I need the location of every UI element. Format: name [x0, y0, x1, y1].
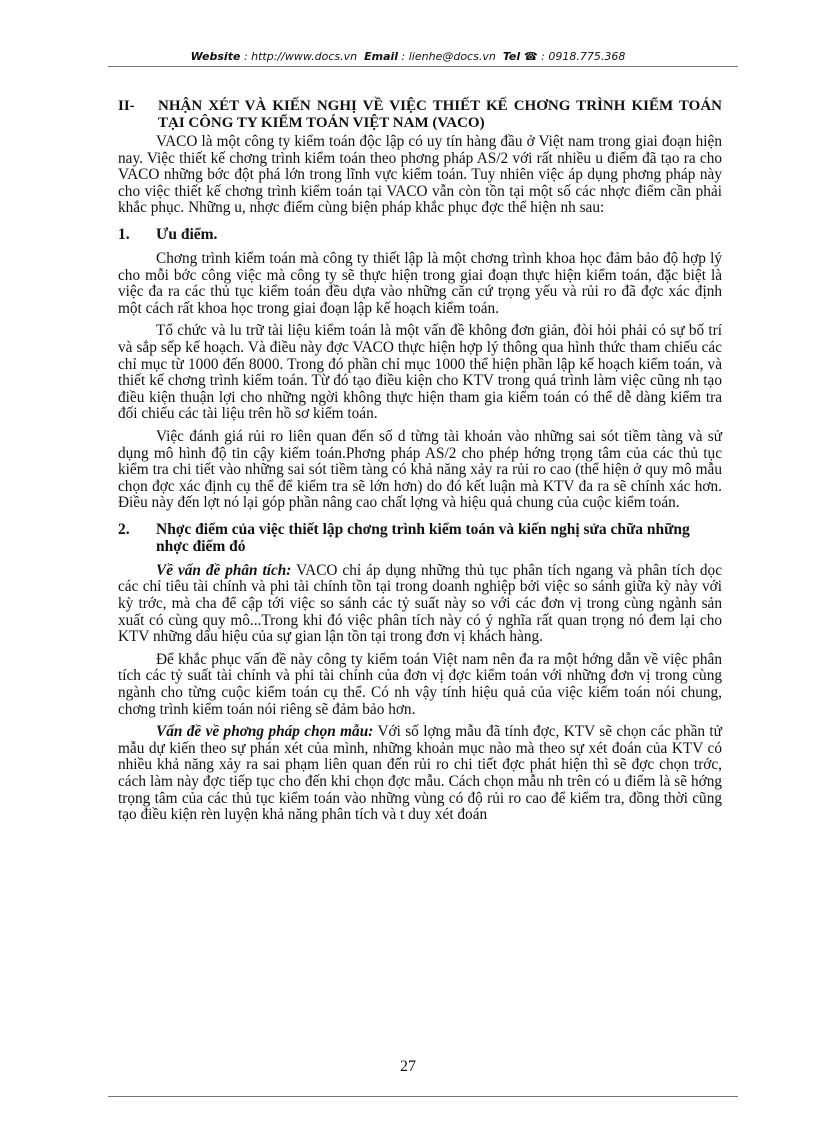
disadvantage-paragraph-sampling: [118, 724, 722, 824]
subsection-number: 1.: [118, 225, 130, 243]
sampling-text: Với số lợng mẫu đã tính đợc, KTV sẽ chọn các phần tử mẫu dự kiến theo sự phán xét của mình, những khoản mục nào mà theo sự xét đoán của KTV có nhiều khả năng xảy ra sai phạm liên quan đến rủi ro chi tiết đợc phát hiện thì sẽ đợc chọn trớc, cách làm này đợc tiếp tục cho đến khi chọn đợc mẫu. Cách chọn mẫu nh trên có u điểm là sẽ hớng trọng tâm của các thủ tục kiểm toán vào những vùng có độ rủi ro cao để kiểm tra, đồng thời cũng tạo điều kiện rèn luyện khả năng phân tích và t duy xét đoán: [118, 723, 722, 824]
tel-value: : 0918.775.368: [541, 50, 626, 63]
tel-label: Tel ☎: [502, 50, 538, 63]
analysis-text: VACO chỉ áp dụng những thủ tục phân tích ngang và phân tích dọc các chỉ tiêu tài chính và phi tài chính tồn tại trong doanh nghiệp bởi việc so sánh giữa kỳ này với kỳ trớc, mà cha để cập tới việc so sánh các tỷ suất này so với các đơn vị trong cùng ngành sản xuất có cùng quy mô...Trong khi đó việc phân tích này có ý nghĩa rất quan trọng nó đem lại cho KTV những dấu hiệu của sự gian lận tồn tại trong đơn vị khách hàng.: [118, 561, 722, 646]
page-number: 27: [400, 1058, 416, 1075]
section-number: II-: [118, 98, 135, 114]
subsection-number: 2.: [118, 520, 130, 538]
footer-divider: [108, 1096, 738, 1097]
disadvantage-paragraph-recommendation: Để khắc phục vấn đề này công ty kiểm toán Việt nam nên đa ra một hớng dẫn về việc phân tích các tỷ suất tài chính và phi tài chính của đơn vị đợc kiểm toán với những đơn vị trong cùng ngành cho từng cuộc kiểm toán cụ thể. Có nh vậy tính hiệu quả của việc kiểm toán nói chung, chơng trình kiểm toán nói riêng sẽ đảm bảo hơn.: [118, 650, 722, 718]
advantage-paragraph-1: Chơng trình kiểm toán mà công ty thiết lập là một chơng trình khoa học đảm bảo độ hợp lý cho mỗi bớc công việc mà công ty sẽ thực hiện trong giai đoạn thực hiện kiểm toán, đặc biệt là việc đa ra các thủ tục kiểm toán đều dựa vào những căn cứ trọng yếu và rủi ro đã đợc xác định một cách rất khoa học trong giai đoạn lập kế hoạch kiểm toán.: [118, 249, 722, 317]
disadvantage-paragraph-analysis: [118, 563, 722, 646]
section-title: NHẬN XÉT VÀ KIẾN NGHỊ VỀ VIỆC THIẾT KẾ CHƠNG TRÌNH KIỂM TOÁN TẠI CÔNG TY KIỂM TOÁN VIỆT NAM (VACO): [158, 98, 722, 131]
advantage-paragraph-2: Tổ chức và lu trữ tài liệu kiểm toán là một vấn đề không đơn giản, đòi hỏi phải có sự bố trí và sắp sếp kế hoạch. Và điều này đợc VACO thực hiện hợp lý thông qua hình thức tham chiếu các chỉ mục từ 1000 đến 8000. Trong đó phần chỉ mục 1000 thể hiện phần lập kế hoạch kiểm toán, và thiết kế chơng trình kiểm toán. Từ đó tạo điều kiện cho KTV trong quá trình làm việc cũng nh tạo điều kiện thuận lợi cho những ngời không thực hiện tham gia kiểm toán có thể dễ dàng kiểm tra đối chiếu các tài liệu trên hồ sơ kiểm toán.: [118, 322, 722, 423]
subsection-title: Nhợc điểm của việc thiết lập chơng trình kiểm toán và kiến nghị sửa chữa những nhợc điểm đó: [156, 520, 690, 555]
document-body: [118, 98, 722, 830]
website-value[interactable]: : http://www.docs.vn: [243, 50, 358, 63]
email-label: Email: [364, 50, 399, 63]
subsection-heading-disadvantages: [118, 521, 722, 555]
email-value[interactable]: : lienhe@docs.vn: [401, 50, 496, 63]
advantage-paragraph-3: Việc đánh giá rủi ro liên quan đến số d từng tài khoản vào những sai sót tiềm tàng và sử dụng mô hình độ tin cậy kiểm toán.Phơng pháp AS/2 cho phép hớng trọng tâm của các thủ tục kiểm tra chi tiết vào những sai sót tiềm tàng có khả năng xảy ra rủi ro cao (thể hiện ở quy mô mẫu chọn đợc xác định cụ thể để kiểm tra sẽ lớn hơn) do đó kết luận mà KTV đa ra sẽ chính xác hơn. Điều này đến lợt nó lại góp phần nâng cao chất lợng và hiệu quả chung của cuộc kiểm toán.: [118, 427, 722, 512]
page-header: [0, 50, 816, 63]
subsection-title: Ưu điểm.: [156, 225, 218, 243]
sampling-lead: Vấn đề về phơng pháp chọn mẫu:: [156, 723, 374, 741]
subsection-heading-advantages: [118, 226, 722, 243]
section-heading: [118, 98, 722, 132]
analysis-lead: Về vấn đề phân tích:: [156, 561, 292, 579]
website-label: Website: [190, 50, 241, 63]
header-divider: [108, 66, 738, 67]
intro-paragraph: VACO là một công ty kiểm toán độc lập có uy tín hàng đầu ở Việt nam trong giai đoạn hiện nay. Việc thiết kế chơng trình kiểm toán theo phơng pháp AS/2 với rất nhiều u điểm đã tạo ra cho VACO những bớc đột phá lớn trong lĩnh vực kiểm toán. Tuy nhiên việc áp dụng phơng pháp này cho việc thiết kế chơng trình kiểm toán tại VACO vẫn còn tồn tại một số các nhợc điểm cần phải khắc phục. Những u, nhợc điểm cùng biện pháp khắc phục đợc thể hiện nh sau:: [118, 133, 722, 217]
